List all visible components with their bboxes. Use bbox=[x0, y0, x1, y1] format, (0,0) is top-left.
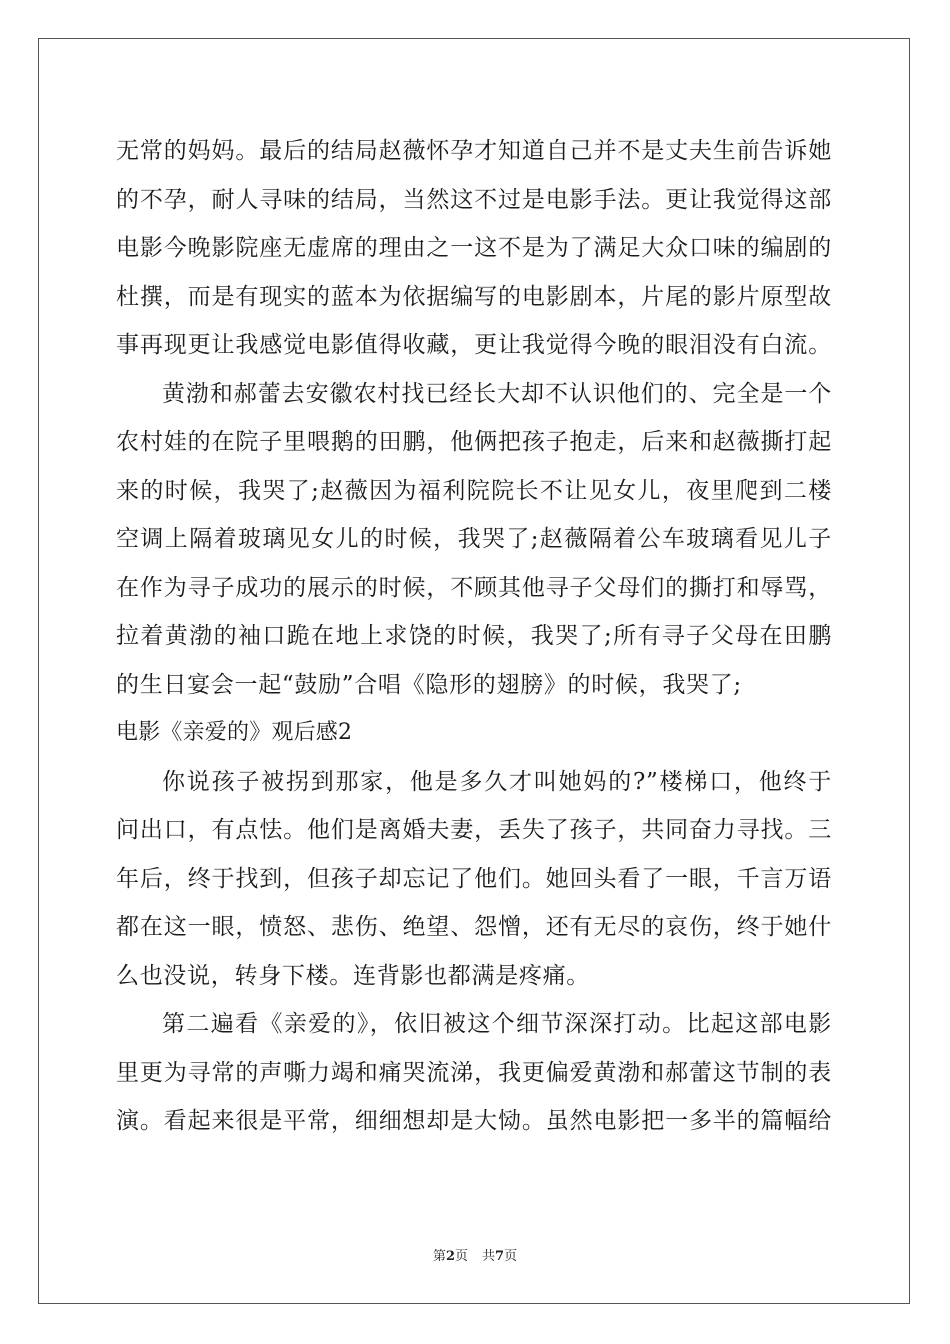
section-heading: 电影《亲爱的》观后感2 bbox=[116, 720, 353, 745]
text-line: 的不孕，耐人寻味的结局，当然这不过是电影手法。更让我觉得这部 bbox=[116, 186, 832, 213]
page-prefix: 第 bbox=[432, 1249, 446, 1264]
text-line: 拉着黄渤的袖口跪在地上求饶的时候，我哭了;所有寻子父母在田鹏 bbox=[116, 623, 832, 649]
text-line: 问出口，有点怯。他们是离婚夫妻，丢失了孩子，共同奋力寻找。三 bbox=[116, 817, 832, 843]
total-suffix: 页 bbox=[504, 1249, 518, 1264]
text-line: 么也没说，转身下楼。连背影也都满是疼痛。 bbox=[116, 962, 590, 989]
text-line: 在作为寻子成功的展示的时候，不顾其他寻子父母们的撕打和辱骂， bbox=[116, 574, 832, 601]
page-total: 7 bbox=[495, 1249, 505, 1264]
text-line: 的生日宴会一起“鼓励”合唱《隐形的翅膀》的时候，我哭了; bbox=[116, 671, 742, 698]
paragraph-first-line: 你说孩子被拐到那家，他是多久才叫她妈的?”楼梯口，他终于 bbox=[162, 768, 832, 795]
text-line: 电影今晚影院座无虚席的理由之一这不是为了满足大众口味的编剧的 bbox=[116, 235, 832, 261]
page-footer bbox=[0, 1245, 950, 1264]
document-body bbox=[116, 127, 832, 1146]
text-line: 来的时候，我哭了;赵薇因为福利院院长不让见女儿，夜里爬到二楼 bbox=[116, 477, 832, 504]
text-line: 年后，终于找到，但孩子却忘记了他们。她回头看了一眼，千言万语 bbox=[116, 865, 832, 892]
page-suffix: 页 bbox=[454, 1249, 468, 1264]
text-line: 演。看起来很是平常，细细想却是大恸。虽然电影把一多半的篇幅给 bbox=[116, 1108, 832, 1134]
page-number: 2 bbox=[445, 1249, 455, 1264]
text-line: 事再现更让我感觉电影值得收藏，更让我觉得今晚的眼泪没有白流。 bbox=[116, 332, 832, 358]
text-line: 无常的妈妈。最后的结局赵薇怀孕才知道自己并不是丈夫生前告诉她 bbox=[116, 138, 832, 164]
text-line: 农村娃的在院子里喂鹅的田鹏，他俩把孩子抱走，后来和赵薇撕打起 bbox=[116, 429, 832, 455]
text-line: 杜撰，而是有现实的蓝本为依据编写的电影剧本，片尾的影片原型故 bbox=[116, 283, 832, 310]
text-line: 里更为寻常的声嘶力竭和痛哭流涕，我更偏爱黄渤和郝蕾这节制的表 bbox=[116, 1059, 832, 1086]
text-line: 空调上隔着玻璃见女儿的时候，我哭了;赵薇隔着公车玻璃看见儿子 bbox=[116, 526, 832, 552]
paragraph-first-line: 黄渤和郝蕾去安徽农村找已经长大却不认识他们的、完全是一个 bbox=[162, 380, 832, 407]
paragraph-first-line: 第二遍看《亲爱的》，依旧被这个细节深深打动。比起这部电影 bbox=[162, 1011, 832, 1037]
total-prefix: 共 bbox=[482, 1249, 496, 1264]
text-line: 都在这一眼，愤怒、悲伤、绝望、怨憎，还有无尽的哀伤，终于她什 bbox=[116, 914, 832, 940]
